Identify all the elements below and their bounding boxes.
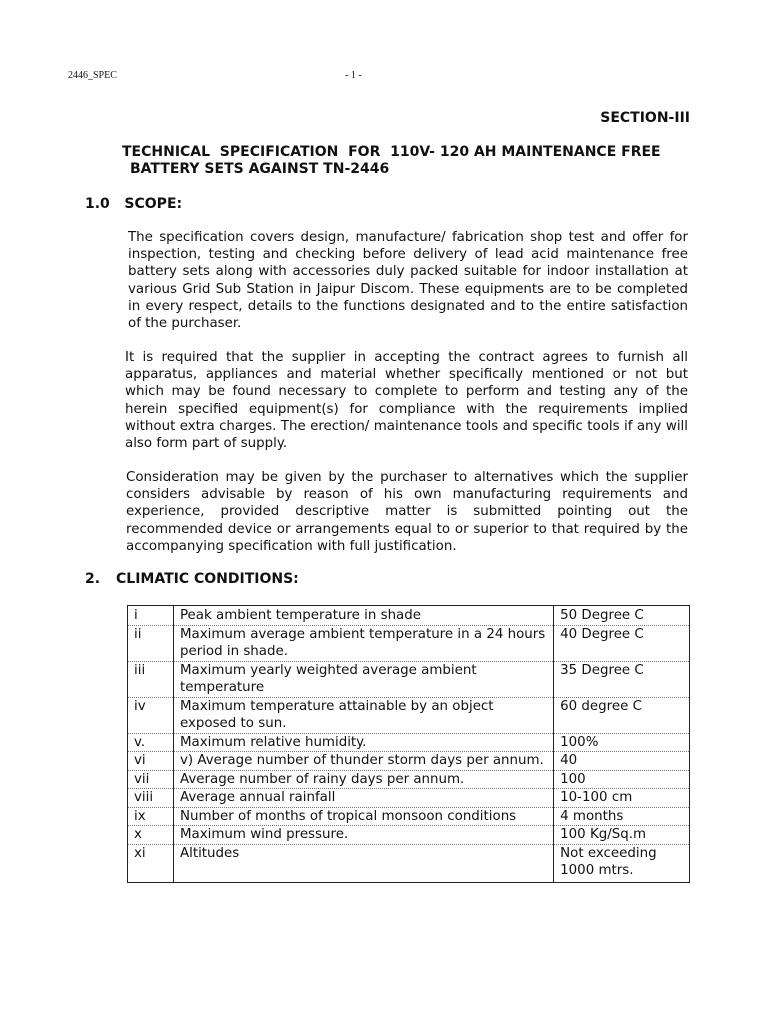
row-value: 60 degree C	[554, 697, 690, 733]
row-value: 10-100 cm	[554, 789, 690, 808]
row-number: iii	[128, 661, 174, 697]
title-line-2: BATTERY SETS AGAINST TN-2446	[130, 161, 390, 177]
row-number: iv	[128, 697, 174, 733]
table-row	[128, 661, 690, 697]
title-line-1: TECHNICAL SPECIFICATION FOR 110V- 120 AH MAINTENANCE FREE	[122, 144, 661, 160]
row-number: vii	[128, 770, 174, 789]
climatic-number: 2.	[85, 571, 101, 587]
table-row	[128, 789, 690, 808]
row-number: x	[128, 826, 174, 845]
row-parameter: Maximum relative humidity.	[173, 733, 553, 752]
row-value: 35 Degree C	[554, 661, 690, 697]
row-number: xi	[128, 844, 174, 882]
row-parameter: Maximum temperature attainable by an object exposed to sun.	[173, 697, 553, 733]
row-value: 40	[554, 752, 690, 771]
row-number: viii	[128, 789, 174, 808]
row-parameter: Peak ambient temperature in shade	[173, 606, 553, 626]
row-number: ii	[128, 625, 174, 661]
table-row	[128, 807, 690, 826]
row-number: ix	[128, 807, 174, 826]
table-row	[128, 606, 690, 626]
doc-id: 2446_SPEC	[68, 70, 117, 81]
scope-paragraph-3: Consideration may be given by the purchaser to alternatives which the supplier considers advisable by reason of his own manufacturing requirements and experience, provided descriptive matter is submitted pointing out the recommended device or arrangements equal to or superior to that required by the accompanying specification with full justification.	[126, 470, 688, 554]
row-number: vi	[128, 752, 174, 771]
scope-heading: 1.0 SCOPE:	[85, 196, 183, 212]
row-value: 4 months	[554, 807, 690, 826]
scope-paragraph-1: The specification covers design, manufacture/ fabrication shop test and offer for inspection, testing and checking before delivery of lead acid maintenance free battery sets along with accessories duly packed suitable for indoor installation at various Grid Sub Station in Jaipur Discom. These equipments are to be completed in every respect, details to the functions designated and to the entire satisfaction of the purchaser.	[128, 230, 688, 332]
row-parameter: v) Average number of thunder storm days per annum.	[173, 752, 553, 771]
table-row	[128, 625, 690, 661]
row-value: 100 Kg/Sq.m	[554, 826, 690, 845]
row-value: 100%	[554, 733, 690, 752]
page-number: - 1 -	[345, 70, 362, 81]
table-row	[128, 770, 690, 789]
row-parameter: Number of months of tropical monsoon conditions	[173, 807, 553, 826]
table-row	[128, 733, 690, 752]
row-parameter: Maximum yearly weighted average ambient temperature	[173, 661, 553, 697]
table-row	[128, 844, 690, 882]
row-number: v.	[128, 733, 174, 752]
row-parameter: Maximum average ambient temperature in a 24 hours period in shade.	[173, 625, 553, 661]
row-parameter: Average number of rainy days per annum.	[173, 770, 553, 789]
row-parameter: Average annual rainfall	[173, 789, 553, 808]
row-value: 40 Degree C	[554, 625, 690, 661]
climatic-conditions-table	[127, 605, 690, 883]
row-value: Not exceeding 1000 mtrs.	[554, 844, 690, 882]
row-value: 100	[554, 770, 690, 789]
table-row	[128, 752, 690, 771]
row-value: 50 Degree C	[554, 606, 690, 626]
climatic-heading: CLIMATIC CONDITIONS:	[116, 571, 299, 587]
table-row	[128, 826, 690, 845]
scope-paragraph-2: It is required that the supplier in accepting the contract agrees to furnish all apparatus, appliances and material whether specifically mentioned or not but which may be found necessary to complete to perform and testing any of the herein specified equipment(s) for compliance with the requirements implied without extra charges. The erection/ maintenance tools and specific tools if any will also form part of supply.	[125, 350, 688, 452]
section-label: SECTION-III	[600, 110, 690, 126]
row-parameter: Maximum wind pressure.	[173, 826, 553, 845]
table-row	[128, 697, 690, 733]
row-number: i	[128, 606, 174, 626]
row-parameter: Altitudes	[173, 844, 553, 882]
